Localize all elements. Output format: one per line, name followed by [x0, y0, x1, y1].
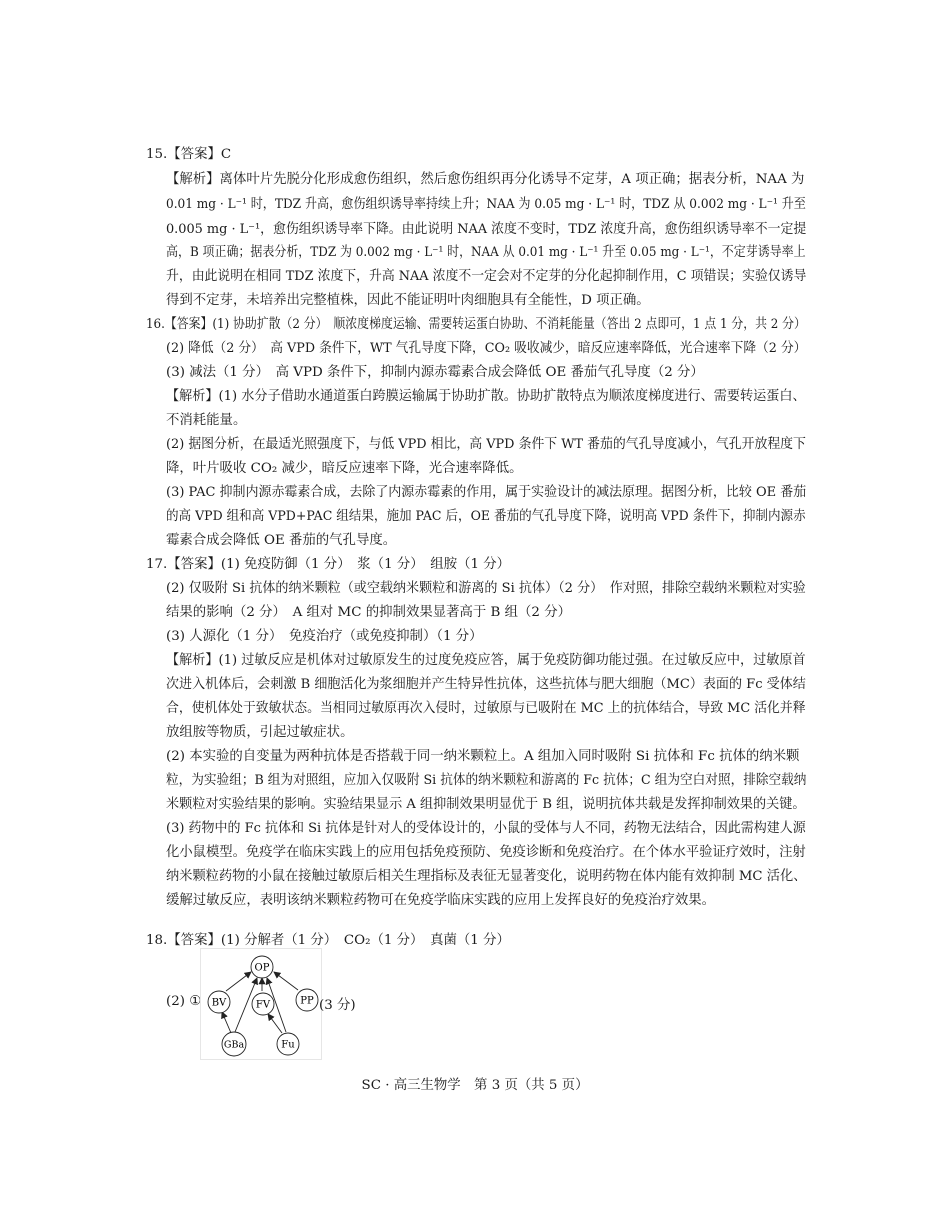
text-line: 纳米颗粒药物的小鼠在接触过敏原后相关生理指标及表征无显著变化，说明药物在体内能有效抑制 MC 活化、: [166, 869, 807, 884]
text-line: 高，B 项正确；据表分析，TDZ 为 0.002 mg · L⁻¹ 时，NAA 从 0.01 mg · L⁻¹ 升至 0.05 mg · L⁻¹，不定芽诱导率上: [166, 245, 806, 260]
node-op: [251, 956, 273, 978]
svg-text:OP: OP: [254, 962, 270, 974]
svg-text:GBa: GBa: [223, 1039, 245, 1051]
text-line: 降，叶片吸收 CO₂ 减少，暗反应速率下降，光合速率降低。: [166, 461, 523, 476]
text-line: (2) 降低（2 分） 高 VPD 条件下，WT 气孔导度下降，CO₂ 吸收减少，暗反应速率降低，光合速率下降（2 分）: [166, 341, 807, 356]
text-line: (2) 仅吸附 Si 抗体的纳米颗粒（或空载纳米颗粒和游离的 Si 抗体）（2 分） 作对照，排除空载纳米颗粒对实验: [166, 581, 806, 596]
svg-text:FV: FV: [255, 999, 271, 1011]
text-line: 粒，为实验组；B 组为对照组，应加入仅吸附 Si 抗体的纳米颗粒和游离的 Fc 抗体；C 组为空白对照，排除空载纳: [166, 773, 807, 788]
text-line: 缓解过敏反应，表明该纳米颗粒药物可在免疫学临床实践的应用上发挥良好的免疫治疗效果。: [166, 893, 716, 908]
text-line: 【解析】(1) 水分子借助水通道蛋白跨膜运输属于协助扩散。协助扩散特点为顺浓度梯度进行、需要转运蛋白、: [166, 389, 806, 404]
arrow-gba-bv: [222, 1012, 231, 1033]
text-line: 18.【答案】(1) 分解者（1 分） CO₂（1 分） 真菌（1 分）: [146, 933, 510, 948]
arrow-bv-op: [226, 972, 251, 991]
text-line: 15.【答案】C: [146, 147, 232, 162]
arrow-fu-fv: [268, 1014, 282, 1033]
text-line: (2) 本实验的自变量为两种抗体是否搭载于同一纳米颗粒上。A 组加入同时吸附 Si 抗体和 Fc 抗体的纳米颗: [166, 749, 800, 764]
text-line: 0.005 mg · L⁻¹，愈伤组织诱导率下降。由此说明 NAA 浓度不变时，TDZ 浓度升高，愈伤组织诱导率不一定提: [166, 222, 807, 237]
text-line: (2) 据图分析，在最适光照强度下，与低 VPD 相比，高 VPD 条件下 WT 番茄的气孔导度减小，气孔开放程度下: [166, 437, 806, 452]
text-line: 【解析】(1) 过敏反应是机体对过敏原发生的过度免疫应答，属于免疫防御功能过强。在过敏反应中，过敏原首: [166, 653, 806, 668]
food-web-diagram: [200, 948, 322, 1060]
text-line: 结果的影响（2 分） A 组对 MC 的抑制效果显著高于 B 组（2 分）: [166, 605, 571, 620]
text-line: 化小鼠模型。免疫学在临床实践上的应用包括免疫预防、免疫诊断和免疫治疗。在个体水平验证疗效时，注射: [166, 845, 806, 860]
text-line: 17.【答案】(1) 免疫防御（1 分） 浆（1 分） 组胺（1 分）: [146, 557, 511, 572]
text-line: 0.01 mg · L⁻¹ 时，TDZ 升高，愈伤组织诱导率持续上升；NAA 为 0.05 mg · L⁻¹ 时，TDZ 从 0.002 mg · L⁻¹ 升至: [166, 197, 806, 212]
text-line: 霉素合成会降低 OE 番茄的气孔导度。: [166, 533, 397, 548]
text-line: 合，使机体处于致敏状态。当相同过敏原再次入侵时，过敏原与已吸附在 MC 上的抗体结合，导致 MC 活化并释: [166, 701, 806, 716]
text-line: 次进入机体后，会刺激 B 细胞活化为浆细胞并产生特异性抗体，这些抗体与肥大细胞（MC）表面的 Fc 受体结: [166, 677, 806, 692]
node-fv: [252, 993, 274, 1015]
arrow-pp-op: [274, 972, 298, 990]
diagram-suffix: (3 分): [319, 998, 356, 1013]
text-line: (3) PAC 抑制内源赤霉素合成，去除了内源赤霉素的作用，属于实验设计的减法原理。据图分析，比较 OE 番茄: [166, 485, 807, 500]
text-line: (3) 药物中的 Fc 抗体和 Si 抗体是针对人的受体设计的，小鼠的受体与人不同，药物无法结合，因此需构建人源: [166, 821, 806, 836]
node-gba: [222, 1032, 246, 1056]
svg-text:PP: PP: [300, 995, 314, 1007]
diagram-prefix: (2) ①: [166, 994, 202, 1009]
text-line: 16.【答案】(1) 协助扩散（2 分） 顺浓度梯度运输、需要转运蛋白协助、不消耗能量（答出 2 点即可，1 点 1 分，共 2 分）: [146, 317, 806, 332]
node-bv: [208, 991, 230, 1013]
text-line: 升，由此说明在相同 TDZ 浓度下，升高 NAA 浓度不一定会对不定芽的分化起抑制作用，C 项错误；实验仅诱导: [166, 269, 807, 284]
text-line: 得到不定芽，未培养出完整植株，因此不能证明叶肉细胞具有全能性，D 项正确。: [166, 293, 650, 308]
node-pp: [296, 989, 318, 1011]
text-line: (3) 人源化（1 分） 免疫治疗（或免疫抑制）（1 分）: [166, 629, 483, 644]
page-footer: SC · 高三生物学 第 3 页（共 5 页）: [361, 1078, 589, 1093]
text-line: 放组胺等物质，引起过敏症状。: [166, 725, 354, 740]
node-fu: [277, 1033, 299, 1055]
svg-text:BV: BV: [211, 997, 227, 1009]
text-line: (3) 减法（1 分） 高 VPD 条件下，抑制内源赤霉素合成会降低 OE 番茄气孔导度（2 分）: [166, 365, 704, 380]
text-line: 【解析】离体叶片先脱分化形成愈伤组织，然后愈伤组织再分化诱导不定芽，A 项正确；据表分析，NAA 为: [166, 172, 805, 187]
text-line: 米颗粒对实验结果的影响。实验结果显示 A 组抑制效果明显优于 B 组，说明抗体共载是发挥抑制效果的关键。: [166, 797, 806, 812]
text-line: 不消耗能量。: [166, 413, 247, 428]
text-line: 的高 VPD 组和高 VPD+PAC 组结果，施加 PAC 后，OE 番茄的气孔导度下降，说明高 VPD 条件下，抑制内源赤: [166, 509, 806, 524]
svg-text:Fu: Fu: [281, 1039, 295, 1051]
